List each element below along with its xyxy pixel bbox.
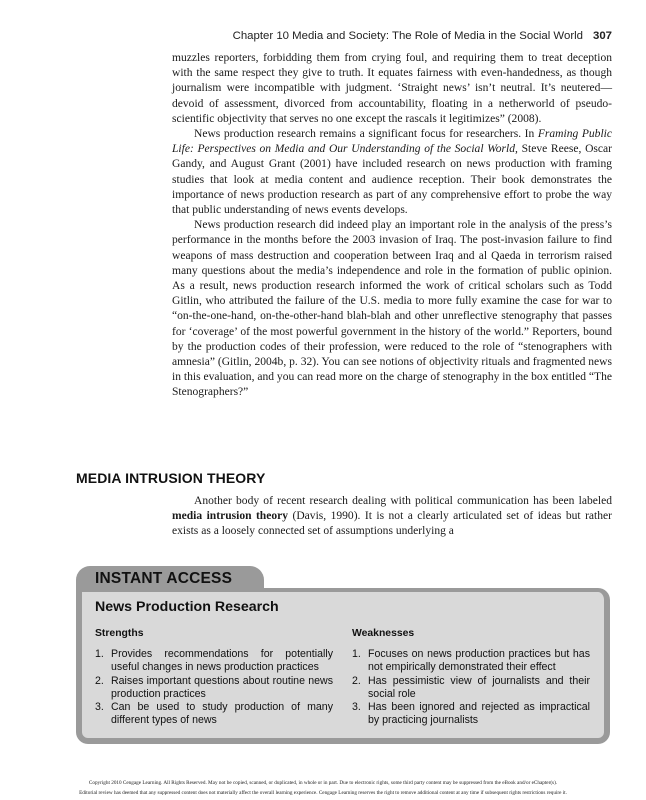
paragraph-2-start: News production research remains a significant focus for researchers. In (194, 128, 535, 141)
weaknesses-heading: Weaknesses (352, 628, 415, 639)
chapter-title: Chapter 10 Media and Society: The Role of Media in the Social World (232, 30, 583, 42)
paragraph-1: muzzles reporters, forbidding them from crying foul, and requiring them to treat deception with the same respect they give to truth. It equates fairness with even-handedness, as though journalism were incompatible with judgment. ‘Straight news’ isn’t neutral. It’s neutered—devoid of assessment, divorced from accountability, floating in a netherworld of pseudo-scientific objectivity that serves no one except the rascals it legitimizes” (2008). (172, 52, 612, 125)
instant-access-label: INSTANT ACCESS (95, 570, 233, 587)
item-text: Focuses on news production practices but has not empirically demonstrated their effect (368, 648, 590, 674)
weaknesses-list (352, 648, 590, 727)
key-term: media intrusion theory (172, 510, 289, 523)
item-number: 2. (95, 674, 104, 687)
item-number: 3. (95, 701, 104, 714)
item-number: 3. (352, 701, 361, 714)
body-text (172, 51, 612, 401)
item-text: Has been ignored and rejected as impractical by practicing journalists (368, 701, 590, 727)
section-heading: MEDIA INTRUSION THEORY (76, 470, 266, 486)
strengths-heading: Strengths (95, 628, 144, 639)
copyright-line-1: Copyright 2010 Cengage Learning. All Rights Reserved. May not be copied, scanned, or duplicated, in whole or in part. Due to electronic rights, some third party content may be suppressed from the eBook and/or eChapter(s). (88, 780, 558, 786)
paragraph-2 (172, 127, 612, 218)
strengths-column (95, 627, 333, 727)
running-header (0, 30, 612, 42)
weaknesses-column (352, 627, 590, 727)
paragraph-3: News production research did indeed play an important role in the analysis of the press’s performance in the months before the 2003 invasion of Iraq. The post-invasion failure to find weapons of mass destruction and cooperation between Iraq and al Qaeda in terrorism raised many questions about the media’s independence and role in the formation of public opinion. As a result, news production research informed the work of critical scholars such as Todd Gitlin, who attributed the failure of the U.S. media to more fully examine the case for war to “on-the-one-hand, on-the-other-hand blah-blah and other unreflective stenography that passes for ‘coverage’ of the most powerful government in the history of the world.” Reporters, bound by the production codes of their profession, were reduced to the role of “stenographers with amnesia” (Gitlin, 2004b, p. 32). You can see notions of objectivity rituals and fragmented news in this evaluation, and you can read more on the charge of stenography in the box entitled “The Stenographers?” (172, 219, 612, 399)
paragraph-2-rest: Steve Reese, Oscar Gandy, and August Grant (2001) have included research on news production with framing studies that look at media content and audience reception. Their book demonstrates the importance of news production research as part of any comprehensive effort to probe the way that public understanding of news events develops. (172, 143, 613, 217)
copyright-line-2: Editorial review has deemed that any suppressed content does not materially affect the overall learning experience. Cengage Learning reserves the right to remove additional content at any time if subsequent rights restrictions require it. (79, 790, 567, 796)
item-text: Has pessimistic view of journalists and their social role (368, 674, 590, 700)
list-item (352, 675, 590, 701)
list-item (352, 701, 590, 727)
list-item (95, 701, 333, 727)
item-number: 1. (352, 648, 361, 661)
list-item (95, 675, 333, 701)
section-paragraph-start: Another body of recent research dealing with political communication has been labeled (194, 495, 612, 507)
strengths-list (95, 648, 333, 727)
item-number: 2. (352, 674, 361, 687)
section-paragraph-rest: (Davis, 1990). It is not a clearly articulated set of ideas but rather exists as a loosely connected set of assumptions underlying a (172, 510, 612, 538)
item-text: Raises important questions about routine news production practices (111, 674, 333, 700)
section-paragraph (172, 494, 612, 540)
item-text: Provides recommendations for potentially useful changes in news production practices (111, 648, 333, 674)
instant-access-title: News Production Research (95, 599, 279, 615)
list-item (352, 648, 590, 674)
page-number: 307 (592, 30, 612, 42)
item-text: Can be used to study production of many different types of news (111, 701, 333, 727)
list-item (95, 648, 333, 674)
book-title: Framing Public Life: Perspectives on Media and Our Understanding of the Social World, (172, 128, 612, 156)
item-number: 1. (95, 648, 104, 661)
